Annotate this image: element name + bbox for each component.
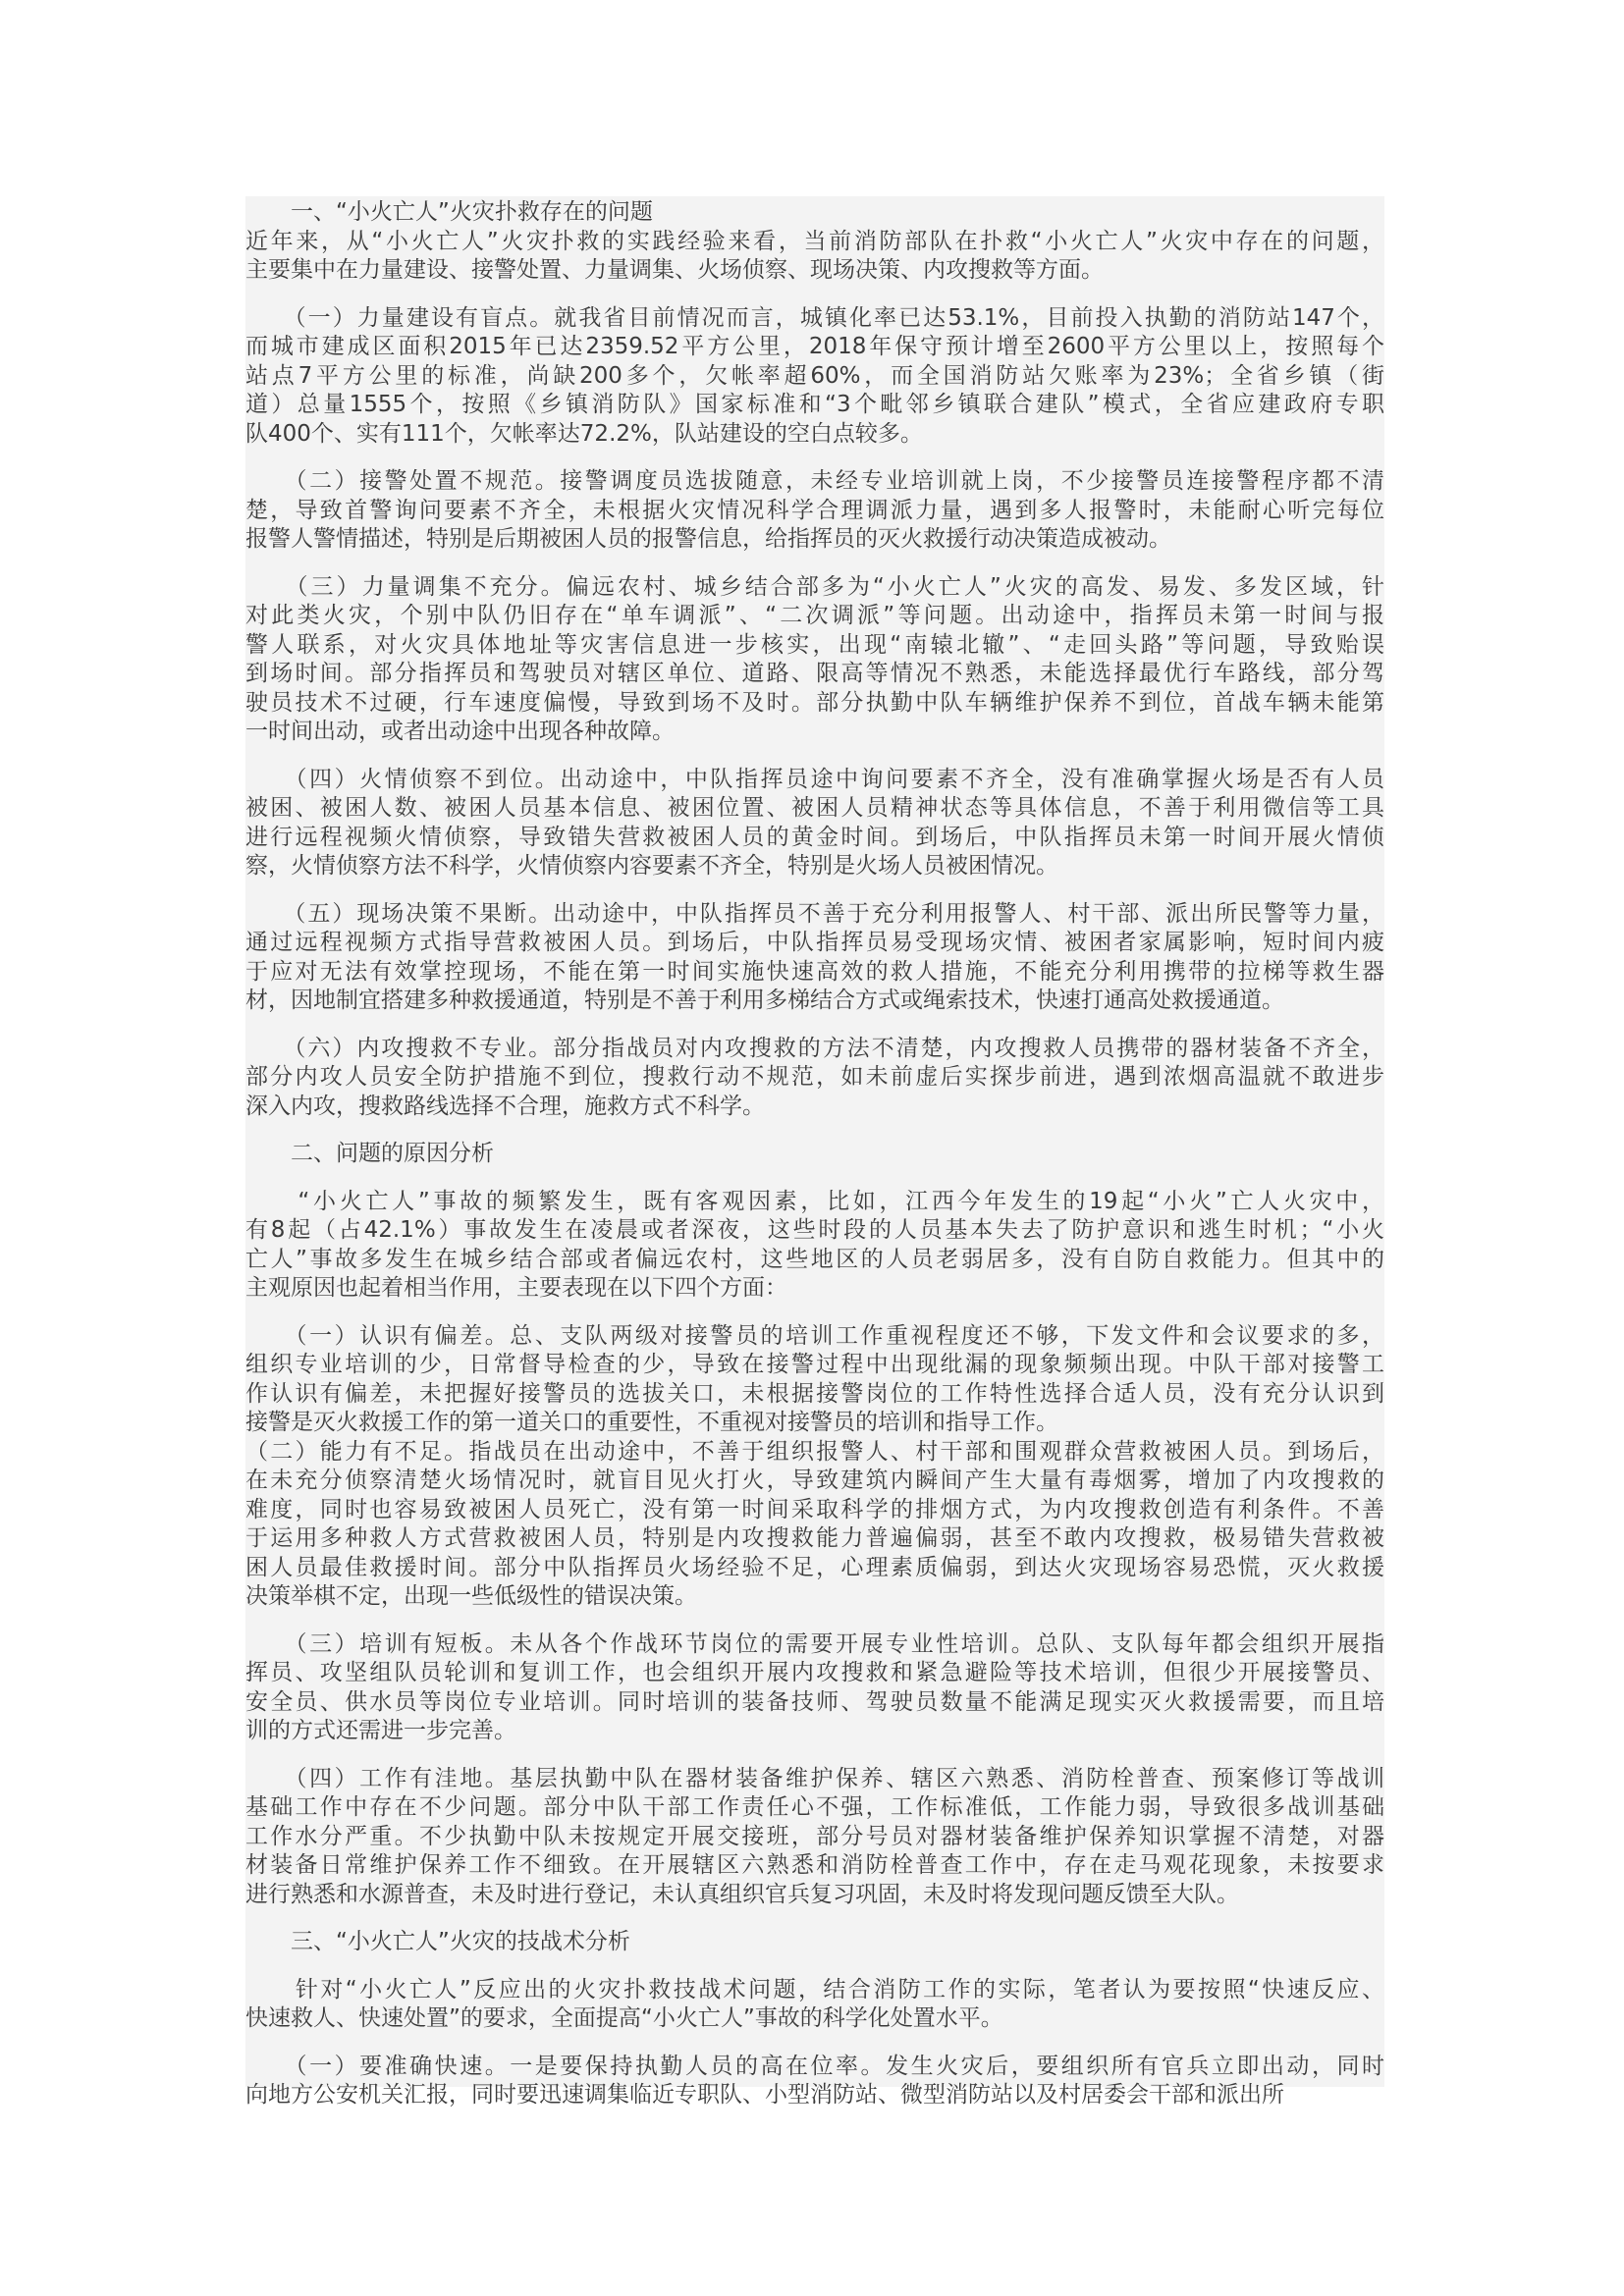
text-line: 通过远程视频方式指导营救被困人员。到场后，中队指挥员易受现场灾情、被困者家属影响，短时间内疲 — [245, 930, 1384, 955]
text-line: （一）力量建设有盲点。就我省目前情况而言，城镇化率已达53.1%，目前投入执勤的消防站147个， — [245, 304, 1384, 331]
text-line: “小火亡人”事故的频繁发生，既有客观因素，比如，江西今年发生的19起“小火”亡人火灾中， — [245, 1188, 1384, 1214]
paragraph — [245, 1438, 1384, 1612]
text-line: （三）力量调集不充分。偏远农村、城乡结合部多为“小火亡人”火灾的高发、易发、多发区域，针 — [245, 573, 1384, 600]
text-line: 对此类火灾，个别中队仍旧存在“单车调派”、“二次调派”等问题。出动途中，指挥员未第一时间与报 — [245, 603, 1384, 628]
text-line: 一、“小火亡人”火灾扑救存在的问题 — [245, 199, 653, 225]
text-line: （五）现场决策不果断。出动途中，中队指挥员不善于充分利用报警人、村干部、派出所民警等力量， — [245, 900, 1384, 927]
text-line: 困人员最佳救援时间。部分中队指挥员火场经验不足，心理素质偏弱，到达火灾现场容易恐慌，灭火救援 — [245, 1554, 1384, 1580]
text-line: 一时间出动，或者出动途中出现各种故障。 — [245, 719, 675, 744]
text-line: 到场时间。部分指挥员和驾驶员对辖区单位、道路、限高等情况不熟悉，未能选择最优行车路线，部分驾 — [245, 661, 1384, 686]
text-line: （二）能力有不足。指战员在出动途中，不善于组织报警人、村干部和围观群众营救被困人员。到场后， — [245, 1438, 1384, 1465]
text-line: （六）内攻搜救不专业。部分指战员对内攻搜救的方法不清楚，内攻搜救人员携带的器材装备不齐全， — [245, 1035, 1384, 1061]
text-line: 材装备日常维护保养工作不细致。在开展辖区六熟悉和消防栓普查工作中，存在走马观花现象，未按要求 — [245, 1852, 1384, 1878]
text-line: 进行远程视频火情侦察，导致错失营救被困人员的黄金时间。到场后，中队指挥员未第一时间开展火情侦 — [245, 824, 1384, 850]
text-line: 主要集中在力量建设、接警处置、力量调集、火场侦察、现场决策、内攻搜救等方面。 — [245, 257, 1104, 283]
text-line: 难度，同时也容易致被困人员死亡，没有第一时间采取科学的排烟方式，为内攻搜救创造有利条件。不善 — [245, 1496, 1384, 1522]
text-line: 被困、被困人数、被困人员基本信息、被困位置、被困人员精神状态等具体信息，不善于利用微信等工具 — [245, 795, 1384, 821]
document-body — [245, 196, 1384, 2110]
text-line: 进行熟悉和水源普查，未及时进行登记，未认真组织官兵复习巩固，未及时将发现问题反馈至大队。 — [245, 1881, 1239, 1907]
text-line: 道）总量1555个，按照《乡镇消防队》国家标准和“3个毗邻乡镇联合建队”模式，全省应建政府专职 — [245, 392, 1384, 417]
text-line: 基础工作中存在不少问题。部分中队干部工作责任心不强，工作标准低，工作能力弱，导致很多战训基础 — [245, 1794, 1384, 1820]
text-line: 驶员技术不过硬，行车速度偏慢，导致到场不及时。部分执勤中队车辆维护保养不到位，首战车辆未能第 — [245, 689, 1384, 716]
paragraph — [245, 1630, 1384, 1746]
text-line: 决策举棋不定，出现一些低级性的错误决策。 — [245, 1583, 697, 1609]
paragraph — [245, 228, 1384, 286]
text-line: 察，火情侦察方法不科学，火情侦察内容要素不齐全，特别是火场人员被困情况。 — [245, 853, 1058, 879]
text-line: 部分内攻人员安全防护措施不到位，搜救行动不规范，如未前虚后实探步前进，遇到浓烟高温就不敢进步 — [245, 1064, 1384, 1090]
paragraph — [245, 1765, 1384, 1910]
text-line: 向地方公安机关汇报，同时要迅速调集临近专职队、小型消防站、微型消防站以及村居委会干部和派出所 — [245, 2082, 1284, 2108]
paragraph — [245, 1322, 1384, 1438]
text-line: 二、问题的原因分析 — [245, 1141, 494, 1166]
text-line: 亡人”事故多发生在城乡结合部或者偏远农村，这些地区的人员老弱居多，没有自防自救能力。但其中的 — [245, 1246, 1384, 1272]
paragraph — [245, 304, 1384, 450]
document-page — [245, 196, 1384, 2108]
paragraph — [245, 1188, 1384, 1304]
text-line: （三）培训有短板。未从各个作战环节岗位的需要开展专业性培训。总队、支队每年都会组织开展指 — [245, 1630, 1384, 1657]
paragraph — [245, 900, 1384, 1016]
text-line: 而城市建成区面积2015年已达2359.52平方公里，2018年保守预计增至2600平方公里以上，按照每个 — [245, 334, 1384, 359]
text-line: 有8起（占42.1%）事故发生在凌晨或者深夜，这些时段的人员基本失去了防护意识和逃生时机；“小火 — [245, 1217, 1384, 1243]
text-line: 材，因地制宜搭建多种救援通道，特别是不善于利用多梯结合方式或绳索技术，快速打通高处救援通道。 — [245, 988, 1284, 1013]
text-line: （四）火情侦察不到位。出动途中，中队指挥员途中询问要素不齐全，没有准确掌握火场是否有人员 — [245, 766, 1384, 792]
text-line: 接警是灭火救援工作的第一道关口的重要性，不重视对接警员的培训和指导工作。 — [245, 1410, 1058, 1435]
paragraph — [245, 198, 1384, 228]
text-line: 近年来，从“小火亡人”火灾扑救的实践经验来看，当前消防部队在扑救“小火亡人”火灾中存在的问题， — [245, 228, 1384, 254]
text-line: 工作水分严重。不少执勤中队未按规定开展交接班，部分号员对器材装备维护保养知识掌握不清楚，对器 — [245, 1823, 1384, 1849]
text-line: 作认识有偏差，未把握好接警员的选拔关口，未根据接警岗位的工作特性选择合适人员，没有充分认识到 — [245, 1380, 1384, 1407]
text-line: 在未充分侦察清楚火场情况时，就盲目见火打火，导致建筑内瞬间产生大量有毒烟雾，增加了内攻搜救的 — [245, 1468, 1384, 1493]
text-line: 组织专业培训的少，日常督导检查的少，导致在接警过程中出现纰漏的现象频频出现。中队干部对接警工 — [245, 1352, 1384, 1377]
paragraph — [245, 467, 1384, 555]
text-line: 训的方式还需进一步完善。 — [245, 1718, 516, 1743]
text-line: 于应对无法有效掌控现场，不能在第一时间实施快速高效的救人措施，不能充分利用携带的拉梯等救生器 — [245, 958, 1384, 985]
text-line: （一）认识有偏差。总、支队两级对接警员的培训工作重视程度还不够，下发文件和会议要求的多， — [245, 1322, 1384, 1349]
text-line: 深入内攻，搜救路线选择不合理，施救方式不科学。 — [245, 1093, 765, 1119]
text-line: 三、“小火亡人”火灾的技战术分析 — [245, 1929, 630, 1954]
text-line: 于运用多种救人方式营救被困人员，特别是内攻搜救能力普遍偏弱，甚至不敢内攻搜救，极易错失营救被 — [245, 1525, 1384, 1551]
paragraph — [245, 1928, 1384, 1957]
paragraph — [245, 1035, 1384, 1122]
text-line: 报警人警情描述，特别是后期被困人员的报警信息，给指挥员的灭火救援行动决策造成被动。 — [245, 526, 1171, 552]
text-line: （一）要准确快速。一是要保持执勤人员的高在位率。发生火灾后，要组织所有官兵立即出动，同时 — [245, 2053, 1384, 2079]
paragraph — [245, 573, 1384, 747]
text-line: 快速救人、快速处置”的要求，全面提高“小火亡人”事故的科学化处置水平。 — [245, 2005, 1003, 2031]
text-line: 警人联系，对火灾具体地址等灾害信息进一步核实，出现“南辕北辙”、“走回头路”等问题，导致贻误 — [245, 631, 1384, 658]
text-line: 队400个、实有111个，欠帐率达72.2%，队站建设的空白点较多。 — [245, 420, 923, 447]
text-line: 针对“小火亡人”反应出的火灾扑救技战术问题，结合消防工作的实际，笔者认为要按照“快速反应、 — [245, 1976, 1384, 2002]
text-line: 挥员、攻坚组队员轮训和复训工作，也会组织开展内攻搜救和紧急避险等技术培训，但很少开展接警员、 — [245, 1660, 1384, 1685]
text-line: （四）工作有洼地。基层执勤中队在器材装备维护保养、辖区六熟悉、消防栓普查、预案修订等战训 — [245, 1765, 1384, 1791]
paragraph — [245, 1976, 1384, 2034]
text-line: （二）接警处置不规范。接警调度员选拔随意，未经专业培训就上岗，不少接警员连接警程序都不清 — [245, 468, 1384, 494]
text-line: 安全员、供水员等岗位专业培训。同时培训的装备技师、驾驶员数量不能满足现实灭火救援需要，而且培 — [245, 1688, 1384, 1715]
paragraph — [245, 1140, 1384, 1169]
text-line: 楚，导致首警询问要素不齐全，未根据火灾情况科学合理调派力量，遇到多人报警时，未能耐心听完每位 — [245, 497, 1384, 523]
text-line: 站点7平方公里的标准，尚缺200多个，欠帐率超60%，而全国消防站欠账率为23%；全省乡镇（街 — [245, 362, 1384, 389]
paragraph — [245, 2053, 1384, 2110]
text-line: 主观原因也起着相当作用，主要表现在以下四个方面： — [245, 1275, 787, 1301]
paragraph — [245, 766, 1384, 881]
